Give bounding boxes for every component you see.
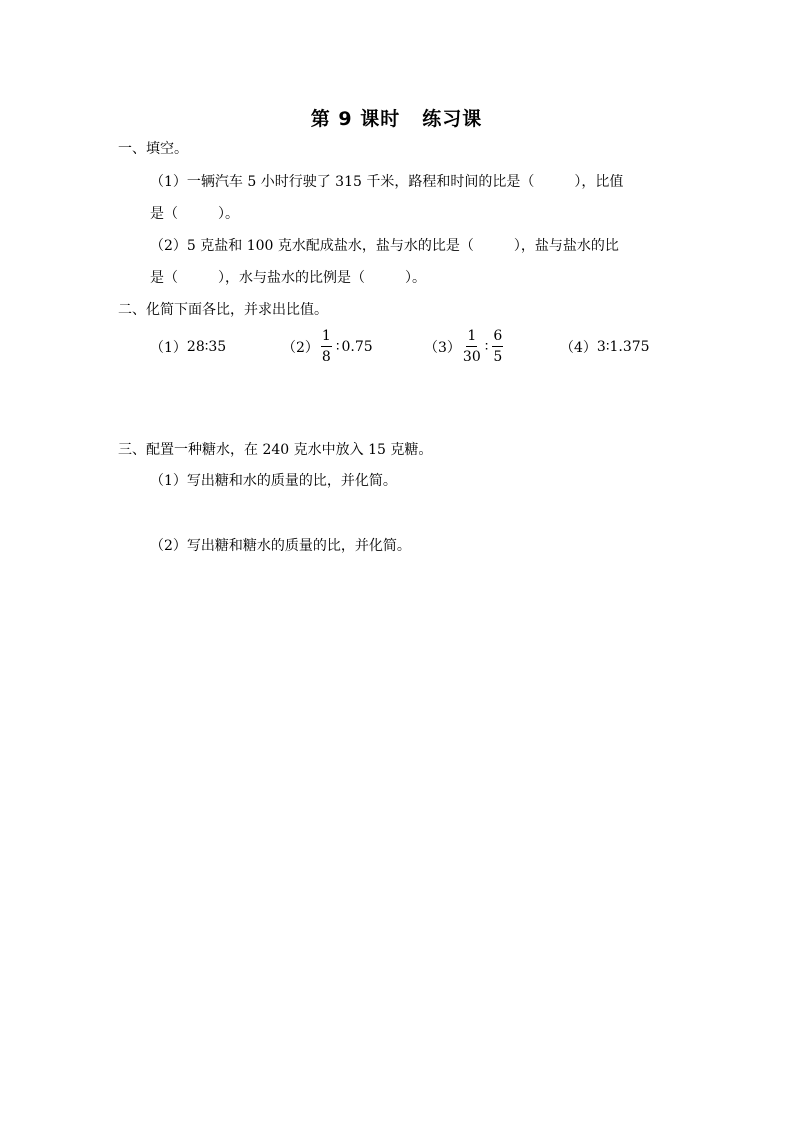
section1-q1-text-a: （1）一辆汽车 5 小时行驶了 315 千米，路程和时间的比是（ xyxy=(150,174,535,190)
ratio-item-label: （2） xyxy=(282,340,319,356)
ratio-sign: ∶ xyxy=(335,339,340,355)
section1-q2-text-d: ），水与盐水的比例是（ xyxy=(218,270,365,286)
section1-q1-text-d: ）。 xyxy=(218,206,239,222)
section3-q1: （1）写出糖和水的质量的比，并化简。 xyxy=(150,473,397,489)
section1-q2-text-e: ）。 xyxy=(405,270,426,286)
section1-q1-line2 xyxy=(150,204,239,224)
section1-q2-text-a: （2）5 克盐和 100 克水配成盐水，盐与水的比是（ xyxy=(150,238,474,254)
section1-q1-text-c: 是（ xyxy=(150,206,178,222)
section3-q2: （2）写出糖和糖水的质量的比，并化简。 xyxy=(150,538,411,554)
ratio-item-2 xyxy=(282,326,373,368)
fraction-denominator: 5 xyxy=(493,349,503,365)
page-title xyxy=(0,104,793,131)
fraction xyxy=(321,328,332,366)
section1-q1-text-b: ），比值 xyxy=(574,174,624,190)
ratio-term: 0.75 xyxy=(341,339,373,355)
ratio-item-label: （3） xyxy=(424,340,461,356)
fraction-numerator: 1 xyxy=(466,328,477,347)
section1-q2-text-b: ），盐与盐水的比 xyxy=(513,238,619,254)
title-topic: 练习课 xyxy=(422,108,483,130)
ratio-expression: 28∶35 xyxy=(186,339,227,355)
fraction-denominator: 8 xyxy=(321,349,331,365)
fraction-denominator: 30 xyxy=(462,349,481,365)
fraction-numerator: 6 xyxy=(492,328,503,347)
section1-q2-line1 xyxy=(150,236,619,256)
ratio-item-3 xyxy=(424,326,505,368)
section2-heading: 二、化简下面各比，并求出比值。 xyxy=(118,302,328,318)
fraction xyxy=(492,328,503,366)
ratio-expression: 3∶1.375 xyxy=(596,339,650,355)
ratio-item-label: （1） xyxy=(150,340,187,356)
ratio-item-4 xyxy=(560,326,650,368)
ratio-item-1 xyxy=(150,326,226,368)
section1-q1-line1 xyxy=(150,172,623,192)
ratio-sign: ∶ xyxy=(484,339,489,355)
section1-q2-line2 xyxy=(150,268,426,288)
fraction-numerator: 1 xyxy=(321,328,332,347)
section1-heading: 一、填空。 xyxy=(118,141,188,157)
fraction xyxy=(463,328,481,366)
section3-heading: 三、配置一种糖水，在 240 克水中放入 15 克糖。 xyxy=(118,442,433,458)
section1-q2-text-c: 是（ xyxy=(150,270,178,286)
ratio-item-label: （4） xyxy=(560,340,597,356)
title-lesson: 第 9 课时 xyxy=(310,108,401,130)
